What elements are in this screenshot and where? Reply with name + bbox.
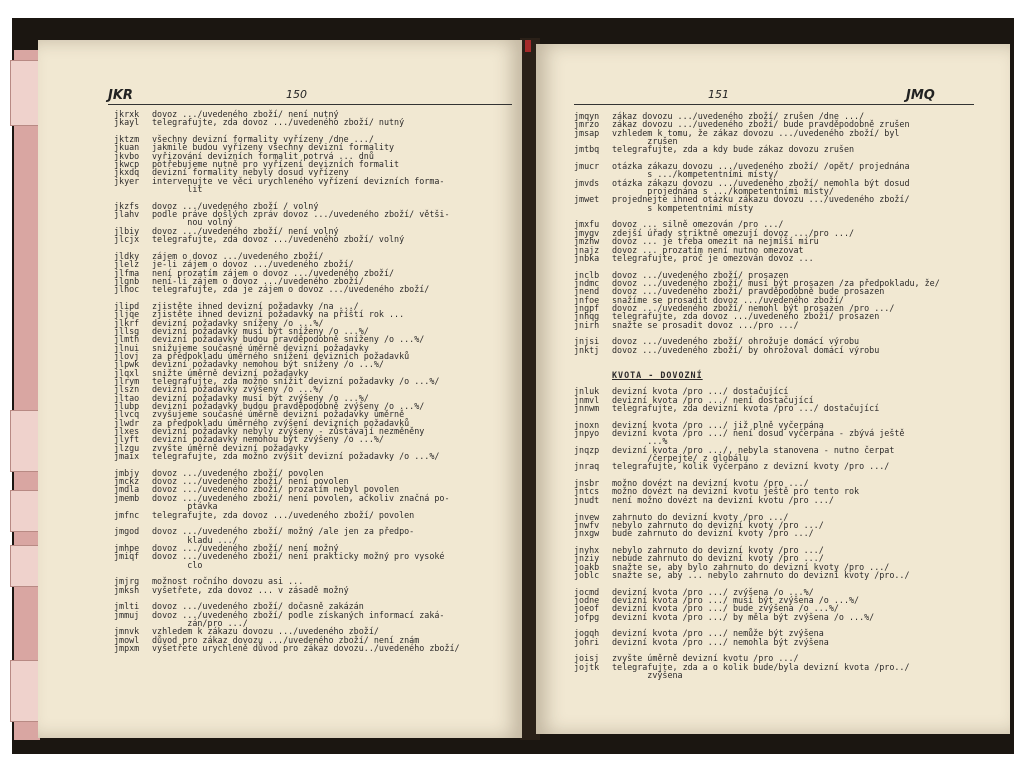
entry-text: zákaz dovozu .../uvedeného zboží/ bude pravděpodobně zrušen: [612, 119, 910, 130]
entry-code: jmgod: [114, 526, 140, 537]
entry-code: joisj: [574, 653, 600, 664]
code-entry: [574, 254, 940, 262]
code-entry: [574, 571, 940, 579]
entry-text: dovoz .../uvedeného zboží/ musí být prosazen /za předpokladu, že/: [612, 277, 940, 288]
entry-text: dovoz .../uvedeného zboží/ nemohl být prosazen /pro .../: [612, 302, 895, 313]
entry-code: jnajz: [574, 244, 600, 255]
entry-code: jmsap: [574, 127, 600, 138]
entry-text: telegrafujte, proč je omezován dovoz ...: [612, 252, 814, 263]
entry-code: jnirh: [574, 319, 600, 330]
entry-text: potřebujeme nutně pro vyřízení devizních formalit: [152, 159, 400, 170]
entry-text: telegrafujte, zda možno zvýšit devizní požadavky /o ...%/: [152, 451, 440, 462]
entry-text: devizní požadavky nebyly zvýšeny - zůstávají nezměněny: [152, 426, 425, 437]
entry-code: jktzm: [114, 134, 140, 145]
code-entry: [114, 235, 460, 243]
entry-code: jkayl: [114, 117, 140, 128]
code-entry: [574, 613, 940, 621]
entry-code: jnqzp: [574, 444, 600, 455]
right-page-number: 151: [708, 88, 729, 101]
entry-text: není-li zájem o dovoz .../uvedeného zboží/: [152, 275, 364, 286]
entry-code: jmqyn: [574, 111, 600, 121]
entry-code: jmemb: [114, 492, 140, 503]
entry-text: devizní požadavky budou pravděpodobně zvýšeny /o ...%/: [152, 401, 425, 412]
entry-text: dovoz .../uvedeného zboží/ dočasně zakázán: [152, 601, 364, 612]
entry-text: podle práve došlých zpráv dovoz .../uvedeného zboží/ větši-: [152, 209, 450, 220]
entry-code: jnudt: [574, 494, 600, 505]
entry-code: jlkrf: [114, 317, 140, 328]
entry-code: jnziy: [574, 553, 600, 564]
entry-code: jnend: [574, 286, 600, 297]
entry-text: telegrafujte, zda dovoz .../uvedeného zboží/ volný: [152, 234, 405, 245]
spine-bookmark: [525, 40, 531, 52]
left-page-header: [38, 88, 522, 104]
entry-text: devizní kvota /pro .../ není dosud vyčerpána - zbývá ještě: [612, 428, 905, 439]
entry-text: dovoz .../uvedeného zboží/ ohrožuje domácí výrobu: [612, 336, 860, 347]
code-entry: [114, 586, 460, 594]
entry-text: za předpokladu úměrného snížení devizních požadavků: [152, 350, 410, 361]
section-heading: [574, 371, 940, 379]
entry-code: jlvcq: [114, 409, 140, 420]
entry-text: možnost ročního dovozu asi ...: [152, 576, 304, 587]
entry-code: jmvds: [574, 177, 600, 188]
entry-text: devizní kvota /pro .../ nemůže být zvýšena: [612, 628, 824, 639]
code-entry: [114, 185, 460, 193]
entry-text: nebylo zahrnuto do devizní kvoty /pro .../: [612, 544, 824, 555]
entry-text: není prozatím zájem o dovoz .../uvedeného zboží/: [152, 267, 395, 278]
entry-code: jmmuj: [114, 609, 140, 620]
entry-code: jnbka: [574, 252, 600, 263]
entry-code: jlnui: [114, 342, 140, 353]
left-header-code: JKR: [108, 88, 133, 103]
entry-code: jngpf: [574, 302, 600, 313]
entry-code: [574, 371, 612, 379]
entry-text: dovoz .../uvedeného zboží/ povolen: [152, 467, 324, 478]
entry-text: zrušen: [612, 136, 678, 147]
entry-text: snažte se prosadit dovoz .../pro .../: [612, 319, 799, 330]
entry-code: jnhqg: [574, 311, 600, 322]
entry-text: devizní požadavky budou pravděpodobně sníženy /o ...%/: [152, 334, 425, 345]
entry-code: jkxdq: [114, 167, 140, 178]
entry-code: jlipd: [114, 300, 140, 311]
entry-code: jkyer: [114, 175, 140, 186]
entry-code: jndmc: [574, 277, 600, 288]
entry-text: devizní požadavky zvýšeny /o ...%/: [152, 384, 324, 395]
entry-code: jnnwm: [574, 403, 600, 414]
entry-text: lit: [152, 184, 203, 195]
entry-text: devizní kvota /pro .../ není dostačující: [612, 394, 814, 405]
entry-text: dovoz .../uvedeného zboží/ není možný: [152, 542, 339, 553]
entry-text: zákaz dovozu .../uvedeného zboží/ zrušen /dne .../: [612, 111, 865, 121]
entry-code: jmowl: [114, 634, 140, 645]
entry-text: otázka zákazu dovozu .../uvedeného zboží/ nemohla být dosud: [612, 177, 910, 188]
entry-text: dovoz .../uvedeného zboží/ není nutný: [152, 109, 339, 119]
entry-text: ptávka: [152, 501, 218, 512]
code-entry: [574, 404, 940, 412]
entry-code: jmpxm: [114, 643, 140, 653]
entry-text: projednána s .../kompetentními místy/: [612, 186, 834, 197]
entry-text: telegrafujte, zda devizní kvota /pro .../ dostačující: [612, 403, 880, 414]
entry-code: jofpg: [574, 611, 600, 622]
entry-code: jlovj: [114, 350, 140, 361]
entry-code: jldky: [114, 250, 140, 261]
entry-text: zvyšte úměrně devizní kvotu /pro .../: [612, 653, 799, 664]
entry-code: joblc: [574, 569, 600, 580]
code-entry: [574, 204, 940, 212]
entry-code: jmiqf: [114, 551, 140, 562]
entry-text: /čerpejte/ z globálu: [612, 453, 749, 464]
entry-text: nebylo zahrnuto do devizní kvoty /pro .../: [612, 519, 824, 530]
entry-text: dovoz .../uvedeného zboží/ pravděpodobně bude prosazen: [612, 286, 885, 297]
entry-code: jnfoe: [574, 294, 600, 305]
entry-text: devizní kvota /pro .../ již plně vyčerpána: [612, 419, 824, 430]
entry-text: dovoz .../uvedeného zboží/ podle získaných informací zaká-: [152, 609, 445, 620]
entry-text: zájem o dovoz .../uvedeného zboží/: [152, 250, 324, 261]
entry-text: dovoz .../uvedeného zboží/ možný /ale jen za předpo-: [152, 526, 415, 537]
entry-text: dovoz .../uvedeného zboží/ prozatím nebyl povolen: [152, 484, 400, 495]
entry-text: devizní kvota /pro .../ by měla být zvýšena /o ...%/: [612, 611, 875, 622]
entry-text: intervenujte ve věci urychleného vyřízení devizních forma-: [152, 175, 445, 186]
entry-code: jmwet: [574, 194, 600, 205]
entry-text: zán/pro .../: [152, 617, 248, 628]
code-entry: [574, 346, 940, 354]
entry-text: devizní požadavky nemohou být sníženy /o ...%/: [152, 359, 384, 370]
entry-code: jmucr: [574, 161, 600, 172]
entry-text: telegrafujte, zda dovoz .../uvedeného zboží/ povolen: [152, 509, 415, 520]
entry-code: jmhpe: [114, 542, 140, 553]
entry-text: možno dovézt na devizní kvotu /pro .../: [612, 478, 809, 489]
entry-code: jmckz: [114, 476, 140, 487]
entry-text: bude zahrnuto do devizní kvoty /pro .../: [612, 528, 814, 539]
entry-code: jllsg: [114, 325, 140, 336]
entry-code: jlhoc: [114, 284, 140, 295]
entry-text: devizní kvota /pro .../ bude zvýšena /o ...%/: [612, 603, 839, 614]
entry-code: jmlti: [114, 601, 140, 612]
entry-text: vyšetřete urychleně důvod pro zákaz dovozu../uvedeného zboží/: [152, 643, 460, 653]
code-entry: [574, 638, 940, 646]
entry-code: jlelz: [114, 259, 140, 270]
entry-text: s kompetentními místy: [612, 202, 754, 213]
entry-text: telegrafujte, kolik vyčerpáno z devizní kvoty /pro .../: [612, 461, 890, 472]
entry-code: jnktj: [574, 344, 600, 355]
entry-text: dovoz .../uvedeného zboží/ není prakticky možný pro vysoké: [152, 551, 445, 562]
entry-text: všechny devizní formality vyřízeny /dne .../: [152, 134, 374, 145]
entry-code: jlyft: [114, 434, 140, 445]
entry-code: jnjsi: [574, 336, 600, 347]
entry-code: jnmvl: [574, 394, 600, 405]
entry-text: devizní požadavky sníženy /o ...%/: [152, 317, 324, 328]
right-header-code: JMQ: [906, 88, 935, 103]
entry-code: joeof: [574, 603, 600, 614]
entry-code: jntcs: [574, 486, 600, 497]
code-entry: [114, 118, 460, 126]
entry-text: vzhledem k zákazu dovozu .../uvedeného zboží/: [152, 626, 379, 637]
entry-text: devizní požadavky musí být sníženy /o ...%/: [152, 325, 369, 336]
entry-code: jlzgu: [114, 442, 140, 453]
code-entry: [574, 321, 940, 329]
entry-code: jlgnb: [114, 275, 140, 286]
code-entry: [114, 561, 460, 569]
entry-text: jakmile budou vyřízeny všechny devizní formality: [152, 142, 395, 153]
entry-code: jnyhx: [574, 544, 600, 555]
entry-code: jmaix: [114, 451, 140, 462]
entry-text: telegrafujte, zda dovoz .../uvedeného zboží/ nutný: [152, 117, 405, 128]
entry-text: devizní požadavky musí být zvýšeny /o ...%/: [152, 392, 369, 403]
entry-code: jkuan: [114, 142, 140, 153]
entry-code: jmdla: [114, 484, 140, 495]
entry-code: jlqxl: [114, 367, 140, 378]
code-entry: [114, 452, 460, 460]
entry-text: telegrafujte, zda dovoz .../uvedeného zboží/ prosazen: [612, 311, 880, 322]
entry-text: vzhledem k tomu, že zákaz dovozu .../uvedeného zboží/ byl: [612, 127, 900, 138]
entry-text: dovoz .../uvedeného zboží/ by ohrožoval domácí výrobu: [612, 344, 880, 355]
entry-gap: [574, 354, 940, 362]
entry-text: zvyšujeme současné úměrně devizní požadavky úměrně: [152, 409, 405, 420]
entry-text: telegrafujte, zda je zájem o dovoz .../uvedeného zboží/: [152, 284, 430, 295]
entry-text: dovoz ... silně omezován /pro .../: [612, 219, 784, 230]
entry-text: dovoz .../uvedeného zboží/ není volný: [152, 225, 339, 236]
code-entry: [574, 462, 940, 470]
entry-code: joakb: [574, 561, 600, 572]
entry-text: s .../kompetentními místy/: [612, 169, 779, 180]
right-page: [536, 44, 1010, 734]
entry-text: telegrafujte, zda a o kolik bude/byla devizní kvota /pro../: [612, 661, 910, 672]
entry-text: zdejší úřady striktně omezují dovoz .../pro .../: [612, 227, 855, 238]
entry-code: jlrym: [114, 376, 140, 386]
entry-text: devizní kvota /pro .../ zvýšena /o ...%/: [612, 586, 814, 597]
entry-text: možno dovézt na devizní kvotu ještě pro tento rok: [612, 486, 860, 497]
entry-text: vyšetřete, zda dovoz ... v zásadě možný: [152, 584, 349, 595]
code-entry: [574, 145, 940, 153]
entry-text: kladu .../: [152, 534, 238, 545]
entry-text: snažíme se prosadit dovoz .../uvedeného zboží/: [612, 294, 844, 305]
right-page-header: [536, 88, 1010, 104]
entry-code: jkrxk: [114, 109, 140, 119]
entry-code: jnluk: [574, 386, 600, 397]
entry-text: dovoz .../uvedeného zboží / volný: [152, 200, 319, 211]
entry-code: jodne: [574, 594, 600, 605]
code-entry: [574, 496, 940, 504]
entry-text: dovoz .../uvedeného zboží/ není povolen, ačkoliv značná po-: [152, 492, 450, 503]
entry-text: snažte se, aby bylo zahrnuto do devizní kvoty /pro .../: [612, 561, 890, 572]
entry-code: [114, 185, 152, 193]
entry-code: jnoxn: [574, 419, 600, 430]
entry-text: devizní kvota /pro .../, nebyla stanovena - nutno čerpat: [612, 444, 895, 455]
entry-code: jmrzo: [574, 119, 600, 130]
entry-code: [574, 204, 612, 212]
entry-text: zvýšena: [612, 670, 683, 681]
entry-text: dovoz ... je třeba omezit na nejmíší míru: [612, 236, 819, 247]
entry-text: není možno dovézt na devizní kvotu /pro .../: [612, 494, 834, 505]
entry-code: jlpwk: [114, 359, 140, 370]
entry-code: jlbiy: [114, 225, 140, 236]
entry-text: snižte úměrně devizní požadavky: [152, 367, 309, 378]
entry-code: jlxes: [114, 426, 140, 437]
entry-code: jmnvk: [114, 626, 140, 637]
entry-code: jkvbo: [114, 150, 140, 161]
book-cover-edge: [14, 50, 40, 740]
entry-code: johri: [574, 636, 600, 647]
entry-text: zjistěte ihned devizní požadavky /na .../: [152, 300, 359, 311]
entry-text: vyřizování devizních formalit potrvá ... dnů: [152, 150, 374, 161]
entry-code: [574, 671, 612, 679]
entry-code: jmjrg: [114, 576, 140, 587]
entry-code: jlfma: [114, 267, 140, 278]
entry-code: jlmth: [114, 334, 140, 345]
entry-text: devizní formality nebyly dosud vyřízeny: [152, 167, 349, 178]
entry-code: jmzhw: [574, 236, 600, 247]
entry-code: jlubp: [114, 401, 140, 412]
entry-code: jlszn: [114, 384, 140, 395]
entry-text: clo: [152, 559, 203, 570]
code-entry: [114, 644, 460, 652]
entry-text: nebude zahrnuto do devizní kvoty /pro .../: [612, 553, 824, 564]
code-entry: [114, 285, 460, 293]
entry-code: jljqe: [114, 309, 140, 320]
entry-text: zahrnuto do devizní kvoty /pro .../: [612, 511, 789, 522]
entry-text: za předpokladu úměrného zvýšení devizních požadavků: [152, 417, 410, 428]
entry-text: KVOTA - DOVOZNÍ: [612, 369, 703, 380]
entry-text: telegrafujte, zda možno snížit devizní požadavky /o ...%/: [152, 376, 440, 386]
entry-code: jmygv: [574, 227, 600, 238]
entry-text: otázka zákazu dovozu .../uvedeného zboží/ /opět/ projednána: [612, 161, 910, 172]
entry-text: dovoz .../uvedeného zboží/ prosazen: [612, 269, 789, 280]
entry-text: snažte se, aby ... nebylo zahrnuto do devizní kvoty /pro../: [612, 569, 910, 580]
entry-code: jmbjy: [114, 467, 140, 478]
entry-code: jnwfv: [574, 519, 600, 530]
entry-text: devizní kvota /pro .../ musí být zvýšena /o ...%/: [612, 594, 860, 605]
entry-code: jmfnc: [114, 509, 140, 520]
code-entry: [574, 529, 940, 537]
entry-code: jltao: [114, 392, 140, 403]
left-page-number: 150: [286, 88, 307, 101]
entry-text: devizní požadavky nemohou být zvýšeny /o ...%/: [152, 434, 384, 445]
code-entry: [574, 671, 940, 679]
entry-code: jkwcp: [114, 159, 140, 170]
entry-text: dovoz .../uvedeného zboží/ není povolen: [152, 476, 349, 487]
entry-text: nou volný: [152, 217, 233, 228]
entry-code: [114, 561, 152, 569]
entry-text: projednejte ihned otázku zákazu dovozu .../uvedeného zboží/: [612, 194, 910, 205]
entry-code: jlahv: [114, 209, 140, 220]
left-entry-list: [114, 110, 460, 652]
entry-text: telegrafujte, zda a kdy bude zákaz dovozu zrušen: [612, 144, 855, 155]
entry-text: je-li zájem o dovoz .../uvedeného zboží/: [152, 259, 354, 270]
right-entry-list: [574, 112, 940, 679]
entry-text: důvod pro zákaz dovozu .../uvedeného zboží/ není znám: [152, 634, 420, 645]
entry-text: snižujeme současné úměrně devizní požadavky: [152, 342, 369, 353]
entry-code: jnraq: [574, 461, 600, 472]
left-header-rule: [108, 104, 512, 105]
entry-code: jnvew: [574, 511, 600, 522]
entry-code: jmtbq: [574, 144, 600, 155]
entry-code: jojtk: [574, 661, 600, 672]
entry-code: jnsbr: [574, 478, 600, 489]
entry-code: jmksh: [114, 584, 140, 595]
entry-text: devizní kvota /pro .../ nemohla být zvýšena: [612, 636, 829, 647]
entry-code: jnclb: [574, 269, 600, 280]
entry-code: jmxfu: [574, 219, 600, 230]
entry-code: jlwdr: [114, 417, 140, 428]
right-header-rule: [574, 104, 974, 105]
entry-code: jkzfs: [114, 200, 140, 211]
entry-code: jlcjx: [114, 234, 140, 245]
code-entry: [114, 511, 460, 519]
entry-code: jnxgw: [574, 528, 600, 539]
entry-code: jnpyo: [574, 428, 600, 439]
entry-code: jogqh: [574, 628, 600, 639]
entry-code: jocmd: [574, 586, 600, 597]
entry-text: zjistěte ihned devizní požadavky na příští rok ...: [152, 309, 405, 320]
left-page: [38, 40, 522, 738]
entry-text: zvyšte úměrně devizní požadavky: [152, 442, 309, 453]
entry-text: dovoz ... prozatím není nutno omezovat: [612, 244, 804, 255]
entry-text: ...%: [612, 436, 668, 447]
entry-text: devizní kvota /pro .../ dostačující: [612, 386, 789, 397]
